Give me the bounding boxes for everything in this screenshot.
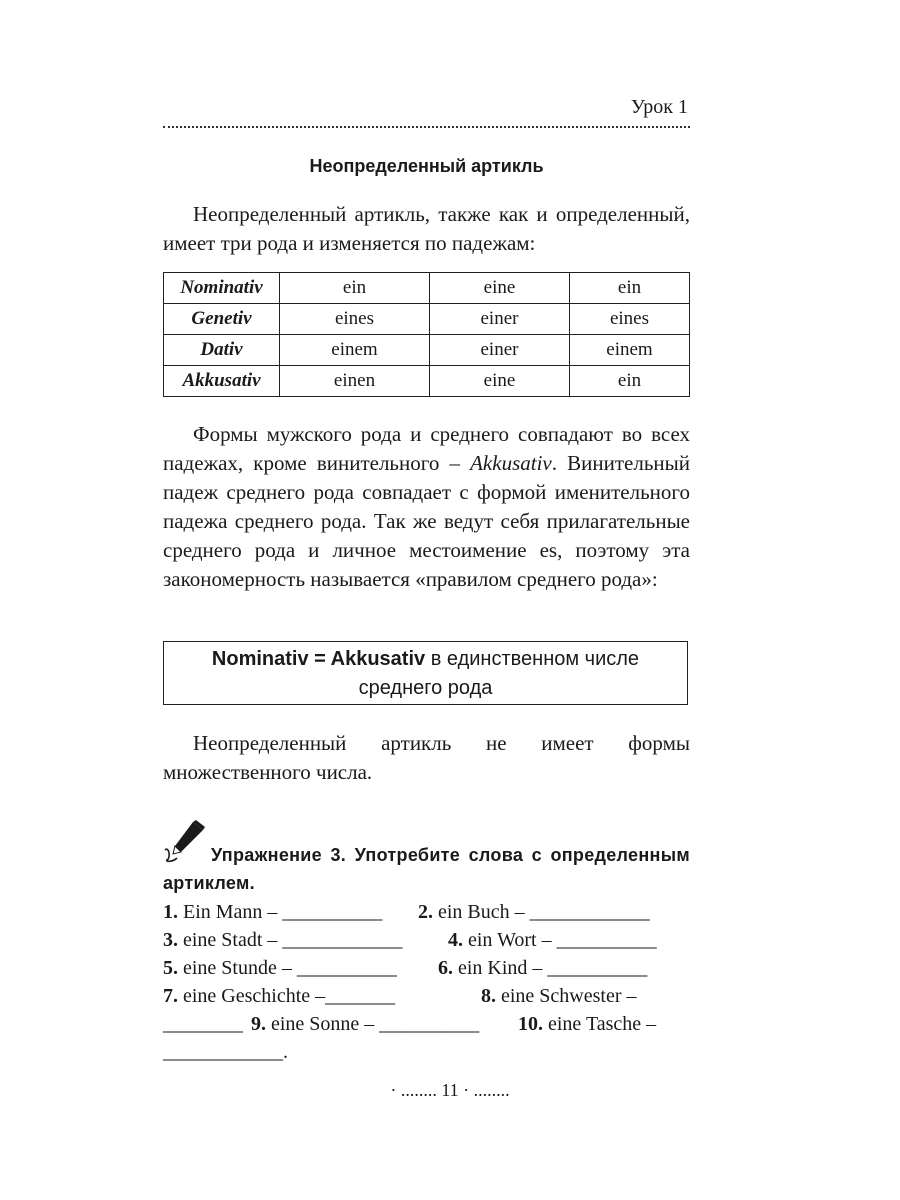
fem-cell: einer — [430, 304, 570, 335]
neut-cell: ein — [570, 366, 690, 397]
running-head: Урок 1 — [630, 96, 688, 118]
exercise-number: 3. — [163, 929, 178, 951]
neut-cell: einem — [570, 335, 690, 366]
intro-paragraph: Неопределенный артикль, также как и определенный, имеет три рода и изменяется по падежам: — [163, 202, 690, 255]
exercise-item — [163, 982, 395, 1010]
exercise-item — [448, 926, 657, 954]
exercise-lines — [163, 898, 690, 1066]
rule-rest: в единственном числе — [425, 648, 640, 670]
forms-text-1: Формы мужского рода и среднего совпадают во всех падежах, кроме винительного – — [163, 422, 690, 475]
exercise-number: 8. — [481, 985, 496, 1007]
section-title: Неопределенный артикль — [309, 156, 544, 176]
exercise-text: ________ — [163, 1013, 243, 1035]
neut-cell: ein — [570, 273, 690, 304]
case-cell: Genetiv — [164, 304, 280, 335]
exercise-number: 10. — [518, 1013, 543, 1035]
exercise-line — [163, 898, 690, 926]
fem-cell: einer — [430, 335, 570, 366]
exercise-number: 9. — [251, 1013, 266, 1035]
forms-paragraph — [163, 420, 690, 594]
exercise-item — [163, 1010, 243, 1038]
exercise-number: 1. — [163, 901, 178, 923]
exercise-line — [163, 1038, 690, 1066]
rule-line-2: среднего рода — [358, 677, 493, 699]
plural-note: Неопределенный артикль не имеет формы множественного числа. — [163, 731, 690, 784]
exercise-item — [251, 1010, 479, 1038]
exercise-text: eine Schwester – — [496, 985, 637, 1007]
exercise-number: 5. — [163, 957, 178, 979]
exercise-text: eine Tasche – — [543, 1013, 657, 1035]
neut-cell: eines — [570, 304, 690, 335]
table-row — [164, 304, 690, 335]
exercise-text: ein Kind – __________ — [453, 957, 648, 979]
rule-box — [163, 641, 688, 705]
exercise-item — [481, 982, 637, 1010]
masc-cell: ein — [280, 273, 430, 304]
case-cell: Akkusativ — [164, 366, 280, 397]
masc-cell: einen — [280, 366, 430, 397]
rule-line-1 — [164, 645, 687, 674]
exercise-number: 7. — [163, 985, 178, 1007]
exercise-item — [163, 1038, 288, 1066]
exercise-text: Ein Mann – __________ — [178, 901, 383, 923]
exercise-item — [163, 898, 382, 926]
exercise-line — [163, 982, 690, 1010]
exercise-text: eine Sonne – __________ — [266, 1013, 480, 1035]
table-row — [164, 366, 690, 397]
exercise-text: eine Stunde – __________ — [178, 957, 397, 979]
fem-cell: eine — [430, 273, 570, 304]
rule-bold: Nominativ = Akkusativ — [211, 648, 426, 670]
exercise-line — [163, 1010, 690, 1038]
case-cell: Dativ — [164, 335, 280, 366]
exercise-item — [438, 954, 647, 982]
exercise-number: 4. — [448, 929, 463, 951]
exercise-item — [518, 1010, 656, 1038]
exercise-item — [163, 954, 397, 982]
exercise-text: ein Buch – ____________ — [433, 901, 650, 923]
header-rule — [163, 126, 690, 128]
exercise-item — [163, 926, 402, 954]
table-row — [164, 273, 690, 304]
forms-text-2: . Винительный падеж среднего рода совпадает с формой именительного падежа среднего рода. Так же ведут себя прилагательные среднего рода и личное местоимение es, поэтому эта закономерность называется «правилом среднего рода»: — [163, 451, 690, 591]
exercise-number: 2. — [418, 901, 433, 923]
declension-table — [163, 272, 690, 397]
forms-italic-term: Akkusativ — [470, 451, 552, 475]
exercise-line — [163, 926, 690, 954]
masc-cell: einem — [280, 335, 430, 366]
masc-cell: eines — [280, 304, 430, 335]
fem-cell: eine — [430, 366, 570, 397]
case-cell: Nominativ — [164, 273, 280, 304]
exercise-title: Упражнение 3. Употребите слова с определенным артиклем. — [163, 845, 690, 893]
exercise-line — [163, 954, 690, 982]
page-number: · ........ 11 · ........ — [390, 1080, 510, 1100]
table-row — [164, 335, 690, 366]
exercise-number: 6. — [438, 957, 453, 979]
exercise-text: eine Stadt – ____________ — [178, 929, 403, 951]
exercise-text: ____________. — [163, 1041, 288, 1063]
exercise-item — [418, 898, 650, 926]
exercise-text: ein Wort – __________ — [463, 929, 657, 951]
exercise-text: eine Geschichte –_______ — [178, 985, 396, 1007]
